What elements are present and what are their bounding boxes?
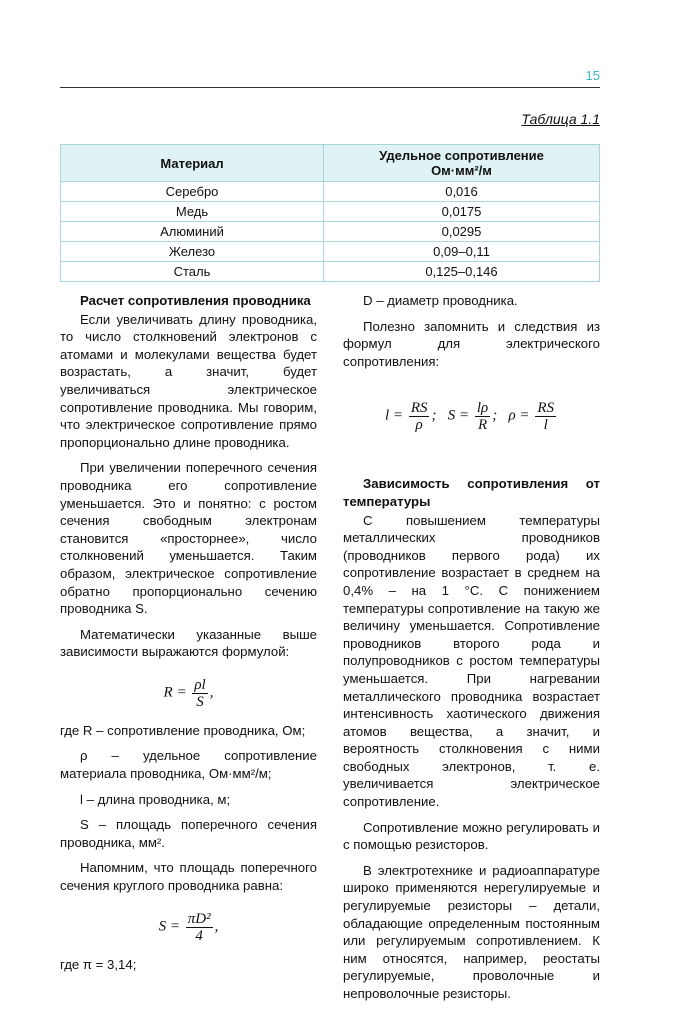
cell-value: 0,016 (324, 182, 600, 202)
section-heading-temperature: Зависимость сопротивления от температуры (343, 476, 600, 509)
definition: D – диаметр проводника. (363, 293, 518, 308)
paragraph: В электротехнике и радиоаппаратуре широко применяются нерегулируемые и регулируемые резисторы – детали, обладающие определенным постоянным или регулируемым сопротивлением. К ним относятся, например, реостаты регулируемые, проволочные и непроволочные резисторы. (343, 862, 600, 1001)
definition: S – площадь поперечного сечения проводника, мм². (60, 817, 317, 850)
formula-fraction (409, 400, 430, 433)
header-divider (60, 87, 600, 88)
definition: где π = 3,14; (60, 956, 137, 972)
formula-fraction (192, 677, 207, 710)
formula-fraction (475, 400, 490, 433)
right-column (343, 292, 600, 1011)
section-heading-resistance-calc: Расчет сопротивления проводника (80, 293, 311, 308)
header-resistivity-unit: Ом·мм²/м (431, 163, 492, 178)
cell-material: Сталь (61, 262, 324, 282)
cell-material: Алюминий (61, 222, 324, 242)
cell-value: 0,125–0,146 (324, 262, 600, 282)
cell-material: Медь (61, 202, 324, 222)
fraction-numerator: RS (537, 400, 554, 417)
fraction-denominator: 4 (195, 927, 203, 944)
formula-fraction (535, 400, 556, 433)
left-column (60, 292, 317, 981)
definition: ρ – удельное сопротивление материала проводника, Ом·мм²/м; (60, 748, 317, 782)
header-resistivity-title: Удельное сопротивление (379, 148, 544, 163)
cell-material: Серебро (61, 182, 324, 202)
paragraph: Полезно запомнить и следствия из формул для электрического сопротивления: (343, 318, 600, 369)
fraction-numerator: lρ (476, 400, 489, 417)
fraction-denominator: R (477, 417, 488, 434)
cell-value: 0,09–0,11 (324, 242, 600, 262)
cell-value: 0,0295 (324, 222, 600, 242)
formula-lhs: l = (385, 408, 404, 425)
formula-lhs: S = (158, 918, 180, 935)
page-number: 15 (585, 68, 600, 83)
fraction-numerator: πD² (187, 910, 211, 927)
cell-material: Железо (61, 242, 324, 262)
formula-area (60, 911, 317, 944)
resistivity-table (60, 144, 600, 282)
table-row (61, 222, 600, 242)
table-row (61, 182, 600, 202)
formula-separator: ; (431, 408, 437, 425)
paragraph: Если увеличивать длину проводника, то число столкновений электронов с атомами и молекулами вещества будет возрастать, а значит, будет увеличиваться электрическое сопротивление проводника. Мы говорим, что электрическое сопротивление прямо пропорционально длине проводника. (60, 311, 317, 450)
table-row (61, 242, 600, 262)
formula-fraction (186, 911, 213, 944)
formula-lhs: ρ = (508, 408, 530, 425)
fraction-denominator: ρ (415, 417, 423, 434)
formula-separator: ; (492, 408, 498, 425)
definition: где R – сопротивление проводника, Ом; (60, 722, 306, 738)
fraction-numerator: RS (410, 400, 428, 417)
fraction-numerator: ρl (194, 676, 206, 693)
formula-consequences (343, 400, 600, 433)
formula-lhs: S = (447, 408, 470, 425)
formula-tail: , (209, 684, 214, 701)
table-row (61, 202, 600, 222)
paragraph: Сопротивление можно регулировать и с помощью резисторов. (343, 819, 600, 853)
formula-lhs: R = (163, 684, 187, 701)
table-row (61, 262, 600, 282)
header-material: Материал (61, 145, 324, 182)
definition: l – длина проводника, м; (80, 791, 231, 807)
fraction-denominator: S (196, 693, 204, 710)
header-resistivity (324, 145, 600, 182)
paragraph: Математически указанные выше зависимости выражаются формулой: (60, 626, 317, 660)
paragraph: С повышением температуры металлических проводников (проводников первого рода) их сопротивление возрастает в среднем на 0,4% – на 1 °С. С понижением температуры сопротивление на такую же величину уменьшается. Сопротивление проводников второго рода и полупроводников с ростом температуры уменьшается. При нагревании металлического проводника возрастает интенсивность хаотического движения атомов вещества, а значит, и вероятность столкновения с ними свободных электронов, т. е. увеличивается электрическое сопротивление. (343, 512, 600, 810)
fraction-denominator: l (543, 417, 548, 434)
table-header-row (61, 145, 600, 182)
table-caption: Таблица 1.1 (521, 111, 600, 127)
formula-resistance (60, 677, 317, 710)
formula-tail: , (214, 918, 219, 935)
paragraph: При увеличении поперечного сечения проводника его сопротивление уменьшается. Это и понятно: с ростом сечения свободным электронам становится «просторнее», число столкновений уменьшается. Таким образом, электрическое сопротивление обратно пропорционально сечению проводника S. (60, 460, 317, 617)
paragraph: Напомним, что площадь поперечного сечения круглого проводника равна: (60, 860, 317, 894)
cell-value: 0,0175 (324, 202, 600, 222)
